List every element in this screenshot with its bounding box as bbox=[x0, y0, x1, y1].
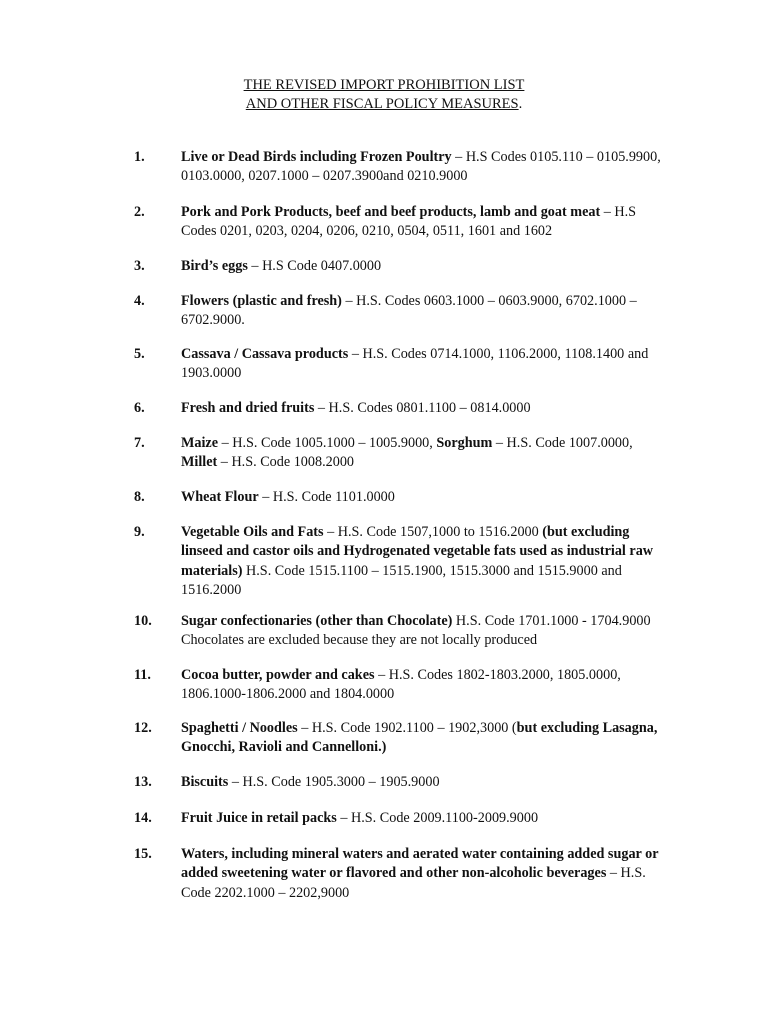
list-item-number: 11. bbox=[134, 667, 151, 683]
item-heading-text: Wheat Flour bbox=[181, 489, 259, 505]
item-heading-text: Pork and Pork Products, beef and beef products, lamb and goat meat bbox=[181, 204, 601, 220]
item-heading-text: Waters, including mineral waters and aerated water containing added sugar or added sweetening water or flavored and other non-alcoholic beverages bbox=[181, 846, 659, 882]
item-heading-text: Fresh and dried fruits bbox=[181, 400, 315, 416]
list-item-text bbox=[181, 203, 663, 242]
item-code-text: – H.S. Code 1007.0000, bbox=[492, 435, 633, 451]
list-item-text bbox=[181, 809, 663, 828]
list-item-number: 5. bbox=[134, 346, 145, 362]
list-item-text bbox=[181, 523, 663, 600]
item-code-text: – H.S. Code 1507,1000 to 1516.2000 bbox=[323, 524, 543, 540]
list-item-number: 4. bbox=[134, 293, 145, 309]
item-code-text: – H.S. Codes 0603.1000 – 0603.9000, 6702.1000 – 6702.9000. bbox=[181, 293, 637, 329]
item-heading-text: (but excluding linseed and castor oils and Hydrogenated vegetable fats used as industrial raw materials) bbox=[181, 524, 654, 579]
title-line-2: AND OTHER FISCAL POLICY MEASURES. bbox=[245, 96, 523, 112]
item-heading-text: Maize bbox=[181, 435, 219, 451]
item-heading-text: Live or Dead Birds including Frozen Poultry bbox=[181, 149, 452, 165]
item-code-text: H.S. Code 1515.1100 – 1515.1900, 1515.3000 and 1515.9000 and 1516.2000 bbox=[181, 562, 622, 598]
list-item-text bbox=[181, 773, 663, 792]
item-heading-text: Sorghum bbox=[436, 435, 493, 451]
list-item-number: 12. bbox=[134, 720, 152, 736]
list-item-number: 6. bbox=[134, 400, 145, 416]
item-code-text: – H.S. Code 1905.3000 – 1905.9000 bbox=[228, 774, 440, 790]
list-item-text bbox=[181, 434, 663, 473]
item-heading-text: Fruit Juice in retail packs bbox=[181, 810, 337, 826]
item-code-text: – H.S. Codes 0801.1100 – 0814.0000 bbox=[314, 400, 531, 416]
item-code-text: – H.S. Code 1101.0000 bbox=[258, 489, 395, 505]
item-heading-text: Bird’s eggs bbox=[181, 258, 248, 274]
item-heading-text: Millet bbox=[181, 454, 218, 471]
item-heading-text: Sugar confectionaries (other than Chocolate) bbox=[181, 613, 453, 629]
list-item-text bbox=[181, 666, 663, 705]
item-heading-text: Vegetable Oils and Fats bbox=[181, 524, 324, 540]
list-item-number: 3. bbox=[134, 258, 145, 274]
item-code-text: – H.S. Codes 0714.1000, 1106.2000, 1108.1400 and 1903.0000 bbox=[181, 346, 649, 382]
list-item-number: 13. bbox=[134, 774, 152, 790]
list-item-text bbox=[181, 612, 663, 651]
list-item-text bbox=[181, 345, 663, 384]
list-item-number: 1. bbox=[134, 149, 145, 165]
item-heading-text: but excluding Lasagna, Gnocchi, Ravioli and Cannelloni.) bbox=[181, 720, 658, 756]
list-item-text bbox=[181, 148, 663, 187]
item-heading-text: Flowers (plastic and fresh) bbox=[181, 293, 342, 309]
item-heading-text: Biscuits bbox=[181, 774, 229, 790]
list-item-text bbox=[181, 292, 663, 331]
list-item-number: 8. bbox=[134, 489, 145, 505]
document-title bbox=[0, 76, 768, 114]
list-item-number: 14. bbox=[134, 810, 152, 826]
item-code-text: – H.S Codes 0201, 0203, 0204, 0206, 0210, 0504, 0511, 1601 and 1602 bbox=[181, 204, 637, 240]
list-item-number: 9. bbox=[134, 524, 145, 540]
list-item-text bbox=[181, 845, 663, 903]
list-item-text bbox=[181, 488, 663, 507]
list-item-text bbox=[181, 399, 663, 418]
list-item-text bbox=[181, 257, 663, 276]
item-code-text: – H.S. Code 1005.1000 – 1005.9000, bbox=[218, 435, 437, 451]
item-code-text: – H.S. Code 1902.1100 – 1902,3000 ( bbox=[297, 720, 517, 736]
item-code-text: – H.S Code 0407.0000 bbox=[247, 258, 382, 274]
item-code-text: H.S. Code 1701.1000 - 1704.9000 Chocolates are excluded because they are not locally produced bbox=[181, 613, 651, 649]
title-line-1: THE REVISED IMPORT PROHIBITION LIST bbox=[243, 77, 525, 93]
list-item-number: 2. bbox=[134, 204, 145, 220]
list-item-number: 7. bbox=[134, 435, 145, 451]
item-heading-text: Cocoa butter, powder and cakes bbox=[181, 667, 375, 683]
list-item-number: 10. bbox=[134, 613, 152, 629]
item-code-text: – H.S. Code 2202.1000 – 2202,9000 bbox=[181, 865, 646, 901]
item-heading-text: Spaghetti / Noodles bbox=[181, 720, 298, 736]
item-code-text: – H.S Codes 0105.110 – 0105.9900, 0103.0000, 0207.1000 – 0207.3900and 0210.9000 bbox=[181, 149, 661, 185]
item-code-text: – H.S. Code 2009.1100-2009.9000 bbox=[336, 810, 539, 826]
item-code-text: – H.S. Code 1008.2000 bbox=[217, 454, 355, 471]
list-item-text bbox=[181, 719, 663, 758]
item-code-text: – H.S. Codes 1802-1803.2000, 1805.0000, 1806.1000-1806.2000 and 1804.0000 bbox=[181, 667, 621, 703]
item-heading-text: Cassava / Cassava products bbox=[181, 346, 349, 362]
list-item-number: 15. bbox=[134, 846, 152, 862]
